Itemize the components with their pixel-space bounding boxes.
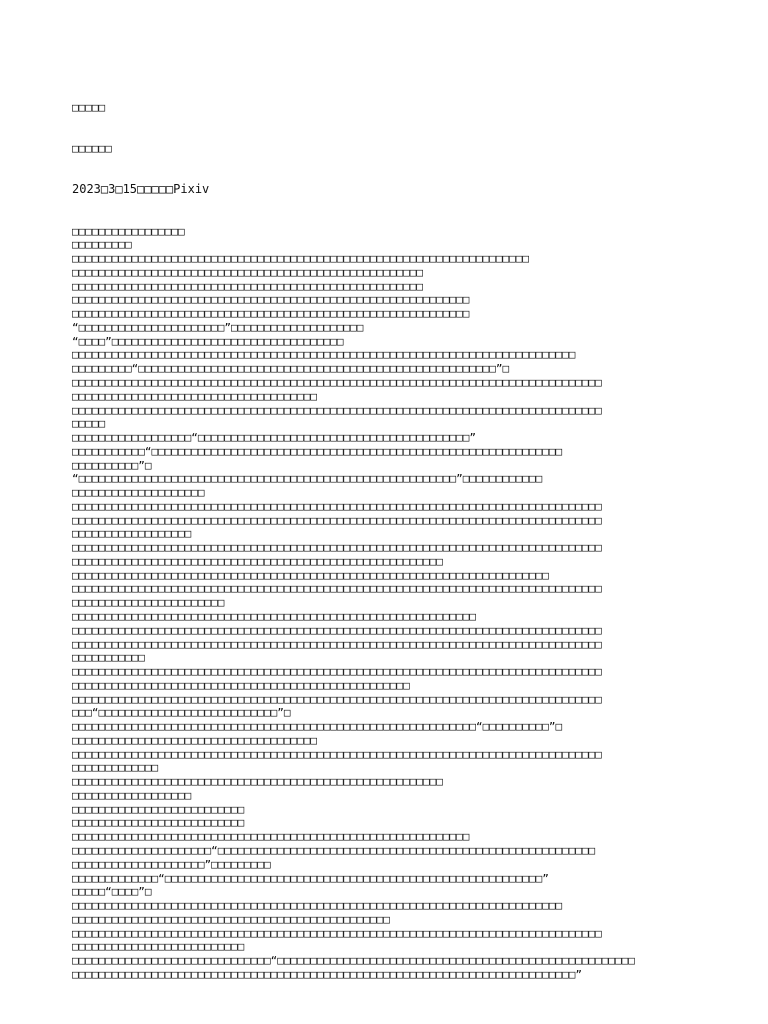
document-author: □□□□□□ <box>72 141 112 155</box>
body-text-line: □□□□□□□□□□”□ <box>72 458 152 472</box>
body-text-line: □□□□□□□□□□□□□□□□□□□□□□□□□□□□□□□□□□□□□□□□□□□□□□□□□□□□□□□□□□□□□□□□□□□□□□□□□□□□□□□□ <box>72 747 602 761</box>
body-text-line: □□□□□□□□□□□□□□□□□□□□□□□□□□□□□□□□□□□□□□□□□□□□□□□□□□□□□□□□□□□□□□□□□□□□□□□□□□□□□□□□ <box>72 582 602 596</box>
body-text-line: □□□□□□□□□□□ <box>72 651 145 665</box>
publish-date-line: 2023□3□15□□□□□Pixiv <box>72 182 210 197</box>
body-text-line: □□□□□□□□□□□□□□□□□□□□□□□□□□□□□□□□□□□□□□□□□□□□□□□□ <box>72 912 390 926</box>
body-text-line: □□□□□□□□□□□□□ <box>72 761 159 775</box>
body-text-line: “□□□□”□□□□□□□□□□□□□□□□□□□□□□□□□□□□□□□□□□□ <box>72 334 344 348</box>
body-text-line: □□□□□□□□□□□□□□□□□□□□□□□□□□ <box>72 802 245 816</box>
body-text-line: □□□□□□□□□□□□□□□□□□□□□□□□□□□□□□□□□□□□□ <box>72 733 318 747</box>
body-text-line: □□□□□□□□□□□□□□□□□□□□□□□□□□□□□□□□□□□□□□□□□□□□□□□□□□□□□□□□□□□□□□□□□□□□□□□□□□□□□□□□ <box>72 499 602 513</box>
body-text-line: □□□□□“□□□□”□ <box>72 885 152 899</box>
body-text-line: □□□□□□□□□□□□□□□□□□□□□□□□□□□□□□□□□□□□□□□□□□□□□□□□□□□□□□□□ <box>72 554 443 568</box>
body-text-line: “□□□□□□□□□□□□□□□□□□□□□□”□□□□□□□□□□□□□□□□□□□□ <box>72 320 364 334</box>
body-text-line: □□□□□□□□□□□□□□□□□□□□□□□□□□□□□□□□□□□□□□□□□□□□□□□□□□□□□□□□□□□□ <box>72 307 470 321</box>
body-text-line: □□□□□□□□□□□“□□□□□□□□□□□□□□□□□□□□□□□□□□□□□□□□□□□□□□□□□□□□□□□□□□□□□□□□□□□□□□ <box>72 444 563 458</box>
body-text-line: □□□□□□□□□□□□□□□□□□□□□□□□□□□□□□□□□□□□□□□□□□□□□□□□□□□□□□□□□□□□□□□□□□□□□□□□□□□□□□□□ <box>72 665 602 679</box>
body-text-line: □□□□□□□□□□□□□□□□□□□□□□□□□□□□□□□□□□□□□□□□□□□□□□□□□□□□□□□□□□□□ <box>72 293 470 307</box>
body-text-line: □□□□□□□□□□□□□□□□□□□□□□□□□□□□□□□□□□□□□□□□□□□□□□□□□□□□□□□□□□□□□□□□□□□□□□□□□□□□□□□□ <box>72 926 602 940</box>
body-text-line: □□□□□□□□□□□□□□□□□□□□□□□□□□□□□□□□□□□□□□□□□□□□□□□□□□□□□□□□□□□□□“□□□□□□□□□□”□ <box>72 720 563 734</box>
body-text-line: □□□□□□□□□“□□□□□□□□□□□□□□□□□□□□□□□□□□□□□□□□□□□□□□□□□□□□□□□□□□□□□□”□ <box>72 362 510 376</box>
body-text-line: □□□□□□□□□□□□□□□□□□□□□□□ <box>72 596 225 610</box>
body-text-line: □□□□□□□□□□□□□□□□□□□□□□□□□□□□□□□□□□□□□□□□□□□□□□□□□□□□□□□□□□□□□□□□□□□□□□□□ <box>72 568 549 582</box>
body-text-line: □□□□□□□□□□□□□□□□□□“□□□□□□□□□□□□□□□□□□□□□□□□□□□□□□□□□□□□□□□□□” <box>72 431 476 445</box>
body-text-line: □□□□□□□□□□□□□□□□□□□□□□□□□□□□□□□□□□□□□□□□□□□□□□□□□□□□□□□□□□□□□□□□□□□□□□□□□□□□□□□□ <box>72 541 602 555</box>
body-text-line: □□□□□□□□□□□□□□□□□□□□□□□□□□□□□□□□□□□□□□□□□□□□□□□□□□□ <box>72 678 410 692</box>
body-text-line: □□□□□ <box>72 417 106 431</box>
body-text-line: □□□□□□□□□□□□□□□□□□□□□□□□□□□□□□□□□□□□□ <box>72 389 318 403</box>
body-text-line: □□□□□□□□□□□□□□□□□□□□ <box>72 486 205 500</box>
body-text-line: □□□“□□□□□□□□□□□□□□□□□□□□□□□□□□□”□ <box>72 706 291 720</box>
document-body <box>72 225 712 982</box>
body-text-line: □□□□□□□□□□□□□□□□□ <box>72 224 185 238</box>
body-text-line: □□□□□□□□□□□□□□□□□□□□□□□□□□□□□□“□□□□□□□□□□□□□□□□□□□□□□□□□□□□□□□□□□□□□□□□□□□□□□□□□□□□□□ <box>72 954 635 968</box>
body-text-line: □□□□□□□□□□□□□“□□□□□□□□□□□□□□□□□□□□□□□□□□□□□□□□□□□□□□□□□□□□□□□□□□□□□□□□□” <box>72 871 549 885</box>
body-text-line: □□□□□□□□□□□□□□□□□□□□□□□□□□□□□□□□□□□□□□□□□□□□□□□□□□□□□□□□□□□□□ <box>72 609 476 623</box>
body-text-line: □□□□□□□□□□□□□□□□□□ <box>72 788 192 802</box>
body-text-line: □□□□□□□□□□□□□□□□□□□□□“□□□□□□□□□□□□□□□□□□□□□□□□□□□□□□□□□□□□□□□□□□□□□□□□□□□□□□□□□ <box>72 844 596 857</box>
body-text-line: □□□□□□□□□□□□□□□□□□□□□□□□□□□□□□□□□□□□□□□□□□□□□□□□□□□□□□□□□□□□□□□□□□□□□□□□□□□□□□□□ <box>72 403 602 417</box>
body-text-line: □□□□□□□□□□□□□□□□□□□□”□□□□□□□□□ <box>72 857 271 871</box>
body-text-line: □□□□□□□□□ <box>72 238 132 252</box>
body-text-line: □□□□□□□□□□□□□□□□□□□□□□□□□□□□□□□□□□□□□□□□□□□□□□□□□□□□□□□□□□□□□□□□□□□□□□□□□□ <box>72 899 563 913</box>
body-text-line: □□□□□□□□□□□□□□□□□□□□□□□□□□□□□□□□□□□□□□□□□□□□□□□□□□□□□□□□□□□□□□□□□□□□□□□□□□□□□□□□ <box>72 692 602 706</box>
body-text-line: □□□□□□□□□□□□□□□□□□□□□□□□□□□□□□□□□□□□□□□□□□□□□□□□□□□□□□□□□□□□□□□□□□□□□□□□□□□□□□□□ <box>72 637 602 651</box>
body-text-line: □□□□□□□□□□□□□□□□□□□□□□□□□□ <box>72 816 245 830</box>
document-title: □□□□□ <box>72 100 106 114</box>
body-text-line: □□□□□□□□□□□□□□□□□□□□□□□□□□□□□□□□□□□□□□□□□□□□□□□□□□□□□ <box>72 279 423 293</box>
body-text-line: □□□□□□□□□□□□□□□□□□□□□□□□□□□□□□□□□□□□□□□□□□□□□□□□□□□□□□□□□□□□ <box>72 830 470 844</box>
body-text-line: □□□□□□□□□□□□□□□□□□□□□□□□□□□□□□□□□□□□□□□□□□□□□□□□□□□□□□□□□□□□□□□□□□□□□□□□□□□□□□□□ <box>72 513 602 527</box>
body-text-line: □□□□□□□□□□□□□□□□□□□□□□□□□□ <box>72 940 245 954</box>
body-text-line: “□□□□□□□□□□□□□□□□□□□□□□□□□□□□□□□□□□□□□□□□□□□□□□□□□□□□□□□□□”□□□□□□□□□□□□ <box>72 472 543 486</box>
body-text-line: □□□□□□□□□□□□□□□□□□□□□□□□□□□□□□□□□□□□□□□□□□□□□□□□□□□□□□□□□□□□□□□□□□□□□ <box>72 252 529 266</box>
document-page <box>72 73 712 995</box>
body-text-line: □□□□□□□□□□□□□□□□□□□□□□□□□□□□□□□□□□□□□□□□□□□□□□□□□□□□□□□□ <box>72 775 443 789</box>
body-text-line: □□□□□□□□□□□□□□□□□□□□□□□□□□□□□□□□□□□□□□□□□□□□□□□□□□□□□□□□□□□□□□□□□□□□□□□□□□□□” <box>72 967 582 981</box>
body-text-line: □□□□□□□□□□□□□□□□□□□□□□□□□□□□□□□□□□□□□□□□□□□□□□□□□□□□□□□□□□□□□□□□□□□□□□□□□□□□ <box>72 348 576 362</box>
body-text-line: □□□□□□□□□□□□□□□□□□ <box>72 527 192 541</box>
body-text-line: □□□□□□□□□□□□□□□□□□□□□□□□□□□□□□□□□□□□□□□□□□□□□□□□□□□□□□□□□□□□□□□□□□□□□□□□□□□□□□□□ <box>72 623 602 637</box>
body-text-line: □□□□□□□□□□□□□□□□□□□□□□□□□□□□□□□□□□□□□□□□□□□□□□□□□□□□□□□□□□□□□□□□□□□□□□□□□□□□□□□□ <box>72 375 602 389</box>
body-text-line: □□□□□□□□□□□□□□□□□□□□□□□□□□□□□□□□□□□□□□□□□□□□□□□□□□□□□ <box>72 265 423 279</box>
